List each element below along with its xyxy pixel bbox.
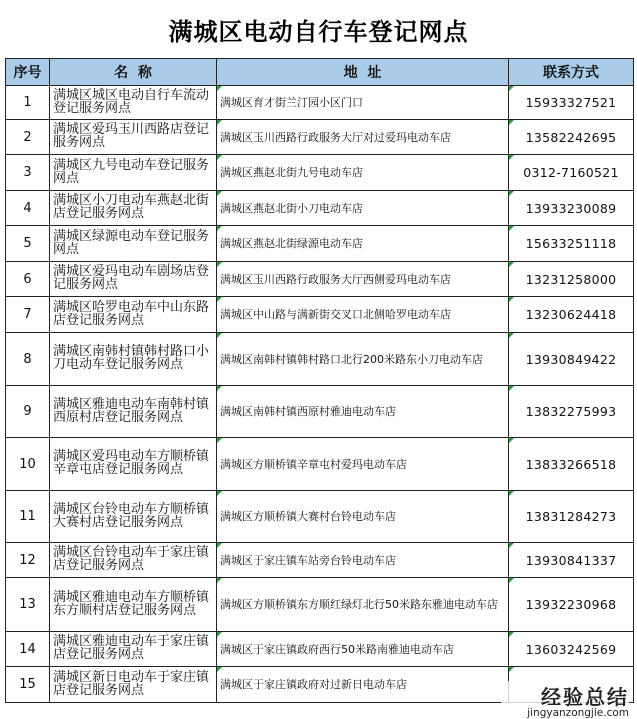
header-name: 名 称 xyxy=(50,59,217,86)
row-name: 满城区南韩村镇韩村路口小刀电动车登记服务网点 xyxy=(50,333,217,386)
row-phone: 0312-7160521 xyxy=(509,155,634,191)
row-address: 满城区玉川西路行政服务大厅对过爱玛电动车店 xyxy=(217,120,509,155)
row-phone: 15633251118 xyxy=(509,226,634,262)
table-row xyxy=(6,86,634,120)
row-no: 9 xyxy=(6,386,50,438)
row-name: 满城区爱玛电动车方顺桥镇辛章屯店登记服务网点 xyxy=(50,438,217,491)
row-name: 满城区九号电动车登记服务网点 xyxy=(50,155,217,191)
row-name: 满城区绿源电动车登记服务网点 xyxy=(50,226,217,262)
row-phone: 13833266518 xyxy=(509,438,634,491)
row-name: 满城区新日电动车于家庄镇店登记服务网点 xyxy=(50,667,217,703)
row-name: 满城区城区电动自行车流动登记服务网点 xyxy=(50,86,217,120)
row-phone: 15933327521 xyxy=(509,86,634,120)
row-address: 满城区方顺桥镇大赛村台铃电动车店 xyxy=(217,491,509,543)
row-phone: 13932230968 xyxy=(509,578,634,632)
row-address: 满城区于家庄镇政府对过新日电动车店 xyxy=(217,667,509,703)
row-address: 满城区燕赵北街九号电动车店 xyxy=(217,155,509,191)
row-name: 满城区雅迪电动车南韩村镇西原村店登记服务网点 xyxy=(50,386,217,438)
header-no: 序号 xyxy=(6,59,50,86)
table-row xyxy=(6,386,634,438)
row-phone: 13832275993 xyxy=(509,386,634,438)
row-no: 15 xyxy=(6,667,50,703)
row-no: 4 xyxy=(6,191,50,226)
table-row xyxy=(6,191,634,226)
table-row xyxy=(6,262,634,297)
header-contact: 联系方式 xyxy=(509,59,634,86)
header-row xyxy=(6,59,634,86)
row-address: 满城区于家庄镇政府西行50米路南雅迪电动车店 xyxy=(217,632,509,667)
row-phone: 13930849422 xyxy=(509,333,634,386)
row-name: 满城区哈罗电动车中山东路店登记服务网点 xyxy=(50,297,217,333)
row-no: 3 xyxy=(6,155,50,191)
row-address: 满城区玉川西路行政服务大厅西侧爱玛电动车店 xyxy=(217,262,509,297)
row-no: 7 xyxy=(6,297,50,333)
row-name: 满城区台铃电动车方顺桥镇大赛村店登记服务网点 xyxy=(50,491,217,543)
row-no: 14 xyxy=(6,632,50,667)
table-row xyxy=(6,155,634,191)
registration-table xyxy=(5,58,634,703)
watermark-url: jingyanzongjie.com xyxy=(527,707,629,719)
row-name: 满城区爱玛玉川西路店登记服务网点 xyxy=(50,120,217,155)
row-address: 满城区南韩村镇西原村雅迪电动车店 xyxy=(217,386,509,438)
row-address: 满城区方顺桥镇辛章屯村爱玛电动车店 xyxy=(217,438,509,491)
table-row xyxy=(6,578,634,632)
header-address: 地 址 xyxy=(217,59,509,86)
row-no: 12 xyxy=(6,543,50,578)
row-phone: 13231258000 xyxy=(509,262,634,297)
watermark-brand: 经验总结 xyxy=(541,685,629,709)
row-phone: 13930841337 xyxy=(509,543,634,578)
table-row xyxy=(6,297,634,333)
row-no: 5 xyxy=(6,226,50,262)
row-name: 满城区台铃电动车于家庄镇店登记服务网点 xyxy=(50,543,217,578)
table-row xyxy=(6,120,634,155)
row-address: 满城区方顺桥镇东方顺红绿灯北行50米路东雅迪电动车店 xyxy=(217,578,509,632)
row-name: 满城区雅迪电动车于家庄镇店登记服务网点 xyxy=(50,632,217,667)
row-address: 满城区于家庄镇车站旁台铃电动车店 xyxy=(217,543,509,578)
row-name: 满城区爱玛电动车剧场店登记服务网点 xyxy=(50,262,217,297)
row-phone: 13230624418 xyxy=(509,297,634,333)
row-phone: 13582242695 xyxy=(509,120,634,155)
row-phone: 13831284273 xyxy=(509,491,634,543)
table-row xyxy=(6,333,634,386)
row-no: 13 xyxy=(6,578,50,632)
row-address: 满城区南韩村镇韩村路口北行200米路东小刀电动车店 xyxy=(217,333,509,386)
page-title: 满城区电动自行车登记网点 xyxy=(168,16,469,46)
table-row xyxy=(6,491,634,543)
row-address: 满城区中山路与满新街交叉口北侧哈罗电动车店 xyxy=(217,297,509,333)
row-address: 满城区育才街兰汀园小区门口 xyxy=(217,86,509,120)
row-no: 1 xyxy=(6,86,50,120)
row-no: 11 xyxy=(6,491,50,543)
row-phone: 13933230089 xyxy=(509,191,634,226)
row-name: 满城区雅迪电动车方顺桥镇东方顺村店登记服务网点 xyxy=(50,578,217,632)
table-row xyxy=(6,438,634,491)
row-address: 满城区燕赵北街绿源电动车店 xyxy=(217,226,509,262)
row-phone: 13603242569 xyxy=(509,632,634,667)
table-row xyxy=(6,543,634,578)
row-no: 2 xyxy=(6,120,50,155)
row-name: 满城区小刀电动车燕赵北街店登记服务网点 xyxy=(50,191,217,226)
table-row xyxy=(6,226,634,262)
table-row xyxy=(6,632,634,667)
row-no: 6 xyxy=(6,262,50,297)
row-no: 10 xyxy=(6,438,50,491)
watermark xyxy=(501,681,629,719)
row-address: 满城区燕赵北街小刀电动车店 xyxy=(217,191,509,226)
row-no: 8 xyxy=(6,333,50,386)
